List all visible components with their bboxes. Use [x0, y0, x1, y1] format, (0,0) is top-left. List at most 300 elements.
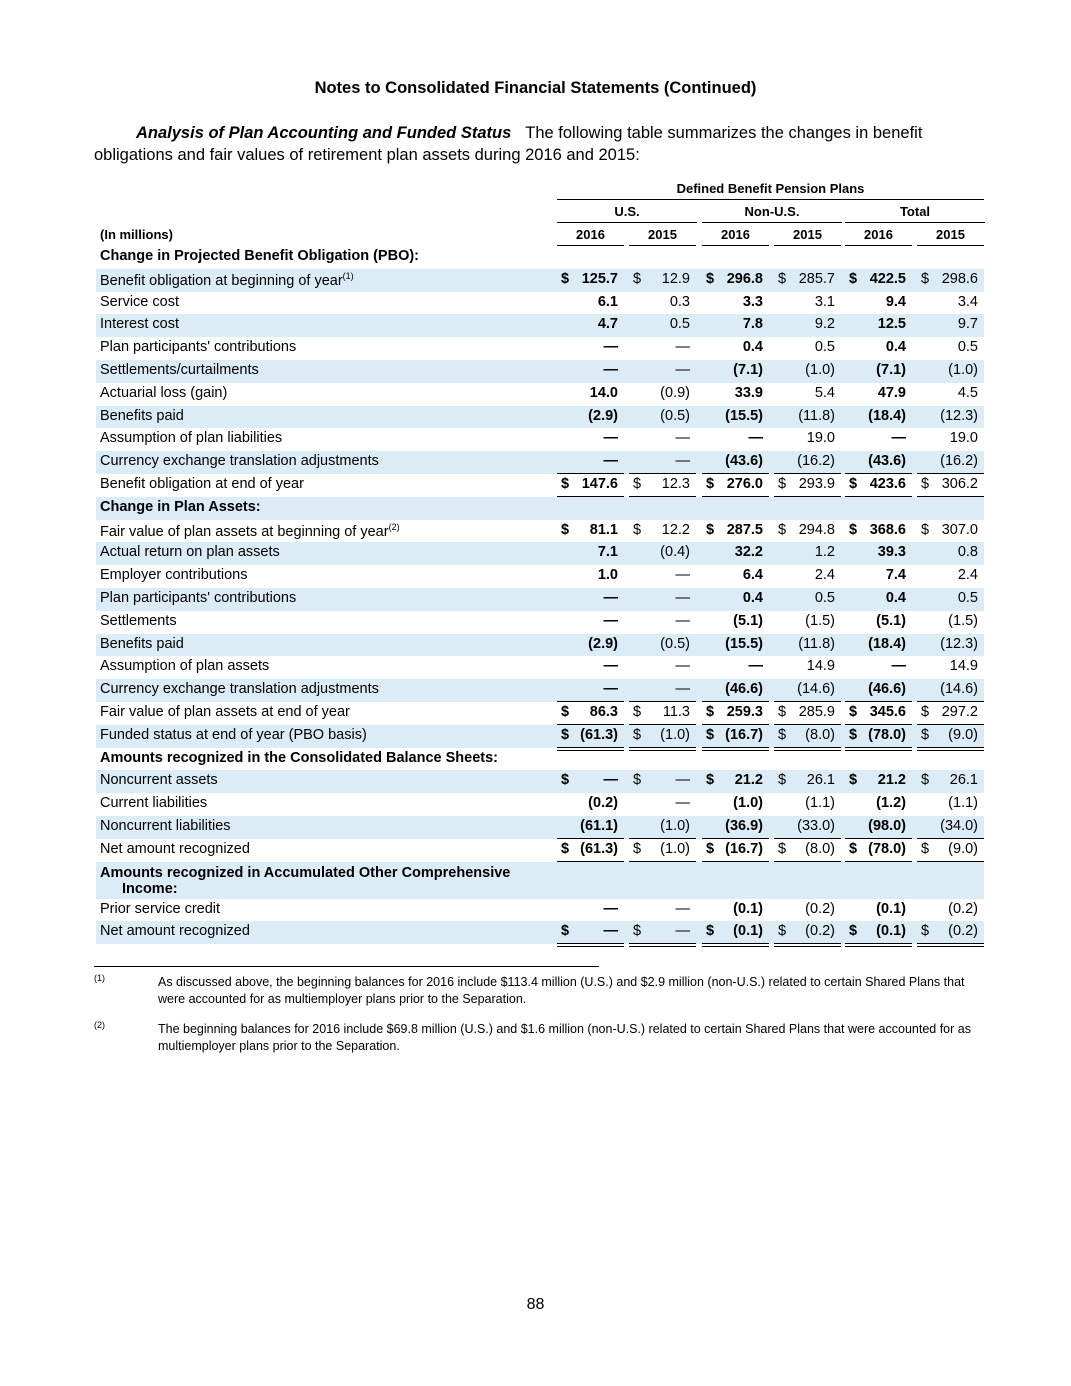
- currency-symbol: $: [849, 704, 858, 720]
- currency-symbol: $: [633, 521, 642, 538]
- currency-symbol: $: [849, 521, 858, 538]
- currency-symbol: $: [849, 726, 858, 743]
- value-cell: 9.7: [957, 316, 978, 333]
- currency-symbol: $: [849, 476, 858, 492]
- row-label: [100, 362, 259, 378]
- value-cell: 422.5: [869, 270, 906, 287]
- value-cell: 423.6: [869, 476, 906, 492]
- value-cell: 33.9: [734, 384, 763, 401]
- header-year: 2016: [576, 227, 605, 242]
- value-cell: —: [675, 567, 690, 584]
- value-cell: 26.1: [949, 772, 978, 789]
- row-label-text: Net amount recognized: [100, 923, 250, 940]
- header-segment: Total: [899, 204, 931, 219]
- table-row: [96, 839, 984, 862]
- currency-symbol: $: [921, 270, 930, 287]
- value-cell: 7.1: [597, 544, 618, 561]
- value-cell: (1.0): [660, 818, 690, 834]
- currency-symbol: $: [778, 270, 787, 287]
- value-cell: (0.2): [948, 923, 978, 940]
- currency-symbol: $: [706, 476, 715, 492]
- value-cell: (16.2): [940, 453, 978, 470]
- currency-symbol: $: [849, 270, 858, 287]
- table-row: [96, 451, 984, 474]
- value-cell: —: [675, 339, 690, 356]
- row-label-line: Income:: [122, 880, 178, 897]
- value-cell: 298.6: [941, 270, 978, 287]
- value-cell: 0.8: [957, 544, 978, 561]
- row-label: [100, 294, 179, 310]
- footnote-text: As discussed above, the beginning balances for 2016 include $113.4 million (U.S.) and $2.9 million (non-U.S.) related to certain Shared Plans that were accounted for as multiemployer plans prior to the Separation.: [158, 975, 965, 1006]
- row-label: [100, 795, 207, 811]
- row-label-text: Plan participants' contributions: [100, 590, 297, 606]
- row-label-text: Prior service credit: [100, 900, 221, 917]
- value-cell: (43.6): [725, 453, 763, 470]
- double-underline: [845, 943, 912, 947]
- value-cell: (8.0): [805, 840, 835, 857]
- header-group-title: Defined Benefit Pension Plans: [676, 181, 865, 196]
- row-label: [100, 865, 510, 897]
- table-row: [96, 565, 984, 588]
- value-cell: (0.5): [660, 635, 690, 652]
- currency-symbol: $: [633, 704, 642, 720]
- currency-symbol: $: [706, 704, 715, 720]
- currency-symbol: $: [849, 772, 858, 789]
- value-cell: (12.3): [940, 635, 978, 652]
- row-label: [100, 271, 354, 289]
- value-cell: 7.8: [742, 316, 763, 333]
- value-cell: 287.5: [726, 521, 763, 538]
- value-cell: 0.5: [957, 339, 978, 356]
- row-label-text: Noncurrent assets: [100, 772, 218, 789]
- table-row: [96, 679, 984, 702]
- value-cell: (11.8): [798, 635, 835, 652]
- value-cell: (1.1): [948, 795, 978, 812]
- currency-symbol: $: [706, 270, 715, 287]
- header-segment-rule: [845, 222, 985, 223]
- row-label: [100, 727, 367, 743]
- value-cell: —: [603, 430, 618, 447]
- page-number: 88: [526, 1296, 545, 1313]
- currency-symbol: $: [921, 772, 930, 789]
- value-cell: (1.0): [660, 726, 690, 743]
- value-cell: (1.5): [805, 612, 835, 629]
- table-row: [96, 921, 984, 944]
- row-label: [100, 658, 269, 674]
- value-cell: (0.2): [948, 900, 978, 917]
- value-cell: 259.3: [726, 704, 763, 720]
- row-label-text: Actuarial loss (gain): [100, 384, 228, 401]
- value-cell: 19.0: [806, 430, 835, 447]
- currency-symbol: $: [561, 704, 570, 720]
- row-label-text: Net amount recognized: [100, 840, 250, 857]
- currency-symbol: $: [706, 772, 715, 789]
- footnote-rule: [94, 966, 599, 967]
- row-label-text: Noncurrent liabilities: [100, 818, 231, 834]
- value-cell: (1.5): [948, 612, 978, 629]
- value-cell: (0.1): [733, 900, 763, 917]
- value-cell: 12.5: [877, 316, 906, 333]
- value-cell: (61.3): [580, 726, 618, 743]
- value-cell: (0.1): [733, 923, 763, 940]
- row-label-text: Assumption of plan liabilities: [100, 430, 283, 447]
- currency-symbol: $: [706, 521, 715, 538]
- value-cell: 2.4: [957, 567, 978, 584]
- row-label: [100, 430, 282, 446]
- table-row: [96, 899, 984, 922]
- header-segment-rule: [557, 222, 697, 223]
- currency-symbol: $: [561, 772, 570, 789]
- value-cell: 12.9: [661, 270, 690, 287]
- value-cell: —: [603, 339, 618, 356]
- row-label-text: Service cost: [100, 293, 179, 310]
- section-heading: [96, 497, 984, 520]
- footnote-mark: (1): [94, 973, 105, 983]
- row-label-text: Benefit obligation at beginning of year: [100, 272, 343, 289]
- intro-lead: Analysis of Plan Accounting and Funded Status: [136, 124, 512, 142]
- value-cell: (0.9): [660, 384, 690, 401]
- value-cell: (7.1): [733, 362, 763, 378]
- value-cell: (1.0): [805, 362, 835, 378]
- row-label-text: Benefits paid: [100, 407, 184, 424]
- currency-symbol: $: [778, 476, 787, 492]
- value-cell: —: [675, 795, 690, 812]
- row-label-text: Current liabilities: [100, 795, 208, 812]
- value-cell: (5.1): [733, 612, 763, 629]
- value-cell: (14.6): [940, 681, 978, 698]
- value-cell: (98.0): [868, 818, 906, 834]
- value-cell: (1.1): [805, 795, 835, 812]
- row-label: [100, 567, 248, 583]
- double-underline: [774, 943, 841, 947]
- value-cell: 7.4: [885, 567, 906, 584]
- header-year: 2016: [864, 227, 893, 242]
- value-cell: 0.4: [742, 590, 763, 606]
- row-label-text: Assumption of plan assets: [100, 658, 270, 675]
- value-cell: (43.6): [868, 453, 906, 470]
- table-row: [96, 337, 984, 360]
- header-unit: (In millions): [100, 227, 173, 242]
- currency-symbol: $: [921, 704, 930, 720]
- value-cell: 285.7: [798, 270, 835, 287]
- value-cell: —: [603, 900, 618, 917]
- row-label: [100, 704, 350, 720]
- value-cell: (46.6): [868, 681, 906, 698]
- value-cell: —: [675, 900, 690, 917]
- currency-symbol: $: [706, 923, 715, 940]
- footnote-text: The beginning balances for 2016 include $69.8 million (U.S.) and $1.6 million (non-U.S.) related to certain Shared Plans that were accounted for as multiemployer plans prior to the Separation.: [158, 1022, 971, 1053]
- table-row: [96, 383, 984, 406]
- header-segment: Non-U.S.: [744, 204, 800, 219]
- table-row: [96, 542, 984, 565]
- value-cell: (0.2): [588, 795, 618, 812]
- intro-text: The following table summarizes the changes in benefit obligations and fair values of retirement plan assets during 2016 and 2015:: [94, 124, 923, 164]
- currency-symbol: $: [706, 840, 715, 857]
- value-cell: 9.2: [814, 316, 835, 333]
- currency-symbol: $: [561, 476, 570, 492]
- value-cell: 14.9: [806, 658, 835, 675]
- value-cell: (14.6): [797, 681, 835, 698]
- value-cell: 2.4: [814, 567, 835, 584]
- value-cell: —: [675, 923, 690, 940]
- row-label-text: Fair value of plan assets at end of year: [100, 704, 350, 720]
- row-label-text: Amounts recognized in the Consolidated Balance Sheets:: [100, 749, 499, 766]
- section-heading: [96, 246, 984, 269]
- value-cell: 0.4: [885, 590, 906, 606]
- section-heading: [96, 862, 984, 899]
- currency-symbol: $: [921, 726, 930, 743]
- row-label-text: Fair value of plan assets at beginning of year: [100, 523, 389, 540]
- header-segment-rule: [702, 222, 842, 223]
- currency-symbol: $: [921, 476, 930, 492]
- value-cell: (61.1): [580, 818, 618, 834]
- table-row: [96, 269, 984, 292]
- table-row: [96, 611, 984, 634]
- value-cell: 1.0: [597, 567, 618, 584]
- value-cell: (1.0): [948, 362, 978, 378]
- value-cell: 21.2: [877, 772, 906, 789]
- table-row: [96, 406, 984, 429]
- value-cell: (2.9): [588, 407, 618, 424]
- value-cell: (15.5): [725, 635, 763, 652]
- value-cell: (33.0): [797, 818, 835, 834]
- currency-symbol: $: [778, 840, 787, 857]
- value-cell: (0.5): [660, 407, 690, 424]
- value-cell: 14.0: [589, 384, 618, 401]
- table-row: [96, 816, 984, 839]
- row-label: [100, 681, 379, 697]
- currency-symbol: $: [561, 840, 570, 857]
- value-cell: 3.3: [742, 293, 763, 310]
- value-cell: 12.2: [661, 521, 690, 538]
- value-cell: (9.0): [948, 840, 978, 857]
- row-label-text: Plan participants' contributions: [100, 339, 297, 356]
- value-cell: (36.9): [725, 818, 763, 834]
- row-label-text: Settlements: [100, 612, 177, 629]
- table-row: [96, 428, 984, 451]
- value-cell: —: [603, 772, 618, 789]
- row-label-line: Amounts recognized in Accumulated Other Comprehensive: [100, 864, 511, 881]
- row-label: [100, 339, 296, 355]
- value-cell: (16.2): [797, 453, 835, 470]
- header-year: 2016: [721, 227, 750, 242]
- row-label: [100, 499, 261, 515]
- value-cell: —: [603, 612, 618, 629]
- value-cell: (1.0): [660, 840, 690, 857]
- value-cell: 297.2: [941, 704, 978, 720]
- currency-symbol: $: [778, 521, 787, 538]
- value-cell: —: [675, 658, 690, 675]
- row-label: [100, 476, 304, 492]
- header-segment: U.S.: [614, 204, 640, 219]
- value-cell: 1.2: [814, 544, 835, 561]
- currency-symbol: $: [778, 772, 787, 789]
- value-cell: —: [603, 923, 618, 940]
- value-cell: —: [675, 590, 690, 606]
- currency-symbol: $: [633, 726, 642, 743]
- value-cell: —: [675, 612, 690, 629]
- value-cell: —: [675, 430, 690, 447]
- value-cell: 0.4: [742, 339, 763, 356]
- value-cell: (1.2): [876, 795, 906, 812]
- currency-symbol: $: [849, 923, 858, 940]
- value-cell: (0.2): [805, 923, 835, 940]
- row-label: [100, 636, 184, 652]
- value-cell: (0.2): [805, 900, 835, 917]
- currency-symbol: $: [921, 923, 930, 940]
- value-cell: 4.5: [957, 384, 978, 401]
- value-cell: —: [748, 430, 763, 447]
- value-cell: (0.1): [876, 900, 906, 917]
- row-label-text: Employer contributions: [100, 567, 248, 584]
- table-row: [96, 770, 984, 793]
- value-cell: 9.4: [885, 293, 906, 310]
- value-cell: (0.1): [876, 923, 906, 940]
- row-label: [100, 453, 379, 469]
- row-label: [100, 590, 296, 606]
- value-cell: 296.8: [726, 270, 763, 287]
- value-cell: 21.2: [734, 772, 763, 789]
- value-cell: 307.0: [941, 521, 978, 538]
- value-cell: —: [675, 362, 690, 378]
- value-cell: (2.9): [588, 635, 618, 652]
- currency-symbol: $: [561, 270, 570, 287]
- footnote-ref: (1): [342, 270, 354, 281]
- table-row: [96, 793, 984, 816]
- row-label: [100, 613, 177, 629]
- currency-symbol: $: [633, 476, 642, 492]
- table-row: [96, 520, 984, 543]
- value-cell: 0.4: [885, 339, 906, 356]
- value-cell: 0.5: [814, 339, 835, 356]
- double-underline: [917, 943, 984, 947]
- value-cell: —: [603, 453, 618, 470]
- value-cell: 26.1: [806, 772, 835, 789]
- value-cell: (12.3): [940, 407, 978, 424]
- table-row: [96, 588, 984, 611]
- table-row: [96, 314, 984, 337]
- footnote-ref: (2): [388, 521, 400, 532]
- value-cell: 4.7: [597, 316, 618, 333]
- row-label-text: Benefits paid: [100, 635, 184, 652]
- value-cell: 0.5: [669, 316, 690, 333]
- row-label-text: Actual return on plan assets: [100, 544, 280, 561]
- value-cell: 345.6: [869, 704, 906, 720]
- row-label: [100, 750, 498, 766]
- value-cell: 81.1: [589, 521, 618, 538]
- currency-symbol: $: [561, 923, 570, 940]
- value-cell: 32.2: [734, 544, 763, 561]
- row-label: [100, 901, 220, 917]
- value-cell: (8.0): [805, 726, 835, 743]
- table-row: [96, 725, 984, 748]
- page-title: Notes to Consolidated Financial Statements (Continued): [314, 79, 757, 97]
- table-row: [96, 292, 984, 315]
- currency-symbol: $: [778, 726, 787, 743]
- value-cell: 47.9: [877, 384, 906, 401]
- table-row: [96, 360, 984, 383]
- header-year: 2015: [648, 227, 677, 242]
- row-label: [100, 818, 231, 834]
- value-cell: (0.4): [660, 544, 690, 561]
- value-cell: 6.4: [742, 567, 763, 584]
- value-cell: 3.1: [814, 293, 835, 310]
- double-underline: [629, 943, 696, 947]
- value-cell: (34.0): [940, 818, 978, 834]
- value-cell: (18.4): [868, 407, 906, 424]
- value-cell: —: [675, 453, 690, 470]
- footnote-mark: (2): [94, 1020, 105, 1030]
- value-cell: (16.7): [725, 726, 763, 743]
- value-cell: 19.0: [949, 430, 978, 447]
- value-cell: (9.0): [948, 726, 978, 743]
- currency-symbol: $: [778, 704, 787, 720]
- value-cell: 0.3: [669, 293, 690, 310]
- currency-symbol: $: [921, 521, 930, 538]
- value-cell: (15.5): [725, 407, 763, 424]
- value-cell: 39.3: [877, 544, 906, 561]
- value-cell: 0.5: [814, 590, 835, 606]
- currency-symbol: $: [633, 772, 642, 789]
- value-cell: 294.8: [798, 521, 835, 538]
- header-year: 2015: [936, 227, 965, 242]
- header-year: 2015: [793, 227, 822, 242]
- value-cell: 12.3: [661, 476, 690, 492]
- row-label-text: Interest cost: [100, 316, 179, 333]
- value-cell: 86.3: [589, 704, 618, 720]
- value-cell: 125.7: [581, 270, 618, 287]
- currency-symbol: $: [706, 726, 715, 743]
- double-underline: [702, 943, 769, 947]
- row-label-text: Currency exchange translation adjustments: [100, 681, 379, 698]
- table-row: [96, 702, 984, 725]
- value-cell: 368.6: [869, 521, 906, 538]
- row-label-text: Change in Plan Assets:: [100, 498, 261, 515]
- currency-symbol: $: [849, 840, 858, 857]
- row-label: [100, 923, 250, 939]
- value-cell: 276.0: [726, 476, 763, 492]
- value-cell: —: [675, 681, 690, 698]
- row-label-text: Currency exchange translation adjustments: [100, 453, 379, 470]
- row-label: [100, 772, 218, 788]
- currency-symbol: $: [633, 923, 642, 940]
- value-cell: (11.8): [798, 407, 835, 424]
- value-cell: 0.5: [957, 590, 978, 606]
- row-label: [100, 248, 419, 264]
- currency-symbol: $: [921, 840, 930, 857]
- value-cell: (1.0): [733, 795, 763, 812]
- row-label: [100, 316, 179, 332]
- value-cell: (16.7): [725, 840, 763, 857]
- row-label-text: Settlements/curtailments: [100, 362, 259, 378]
- row-label: [100, 841, 250, 857]
- value-cell: —: [891, 430, 906, 447]
- value-cell: —: [603, 590, 618, 606]
- table-row: [96, 474, 984, 497]
- value-cell: (7.1): [876, 362, 906, 378]
- row-label-text: Benefit obligation at end of year: [100, 476, 304, 492]
- value-cell: 147.6: [581, 476, 618, 492]
- row-label-text: Funded status at end of year (PBO basis): [100, 726, 367, 743]
- value-cell: —: [603, 681, 618, 698]
- value-cell: (18.4): [868, 635, 906, 652]
- currency-symbol: $: [561, 521, 570, 538]
- currency-symbol: $: [633, 840, 642, 857]
- section-heading: [96, 748, 984, 771]
- value-cell: 14.9: [949, 658, 978, 675]
- value-cell: 306.2: [941, 476, 978, 492]
- row-label: [100, 522, 400, 540]
